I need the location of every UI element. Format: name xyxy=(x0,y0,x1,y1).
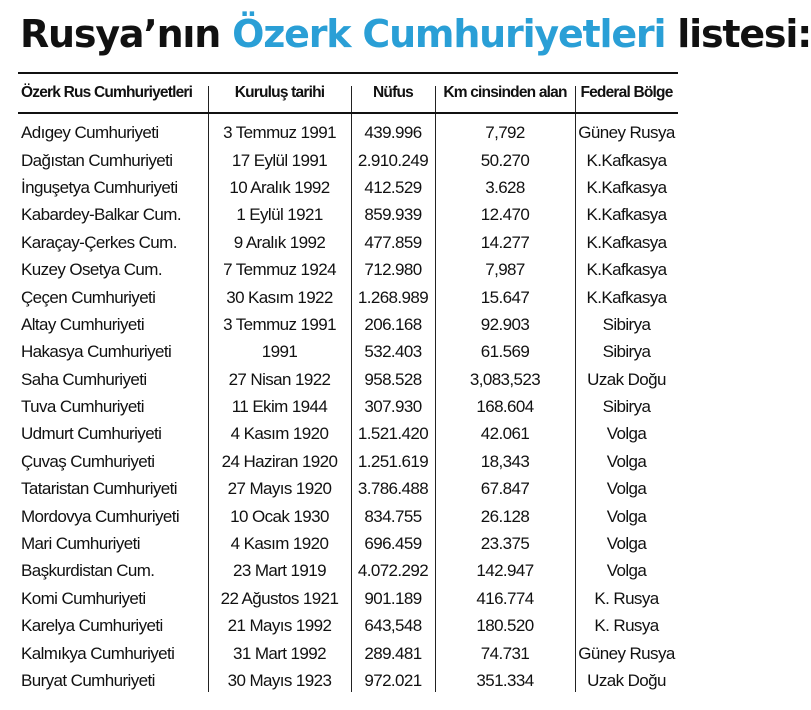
area-cell: 7,792 xyxy=(485,123,525,143)
republic-name-cell: İnguşetya Cumhuriyeti xyxy=(21,177,178,197)
founding-date-cell: 30 Mayıs 1923 xyxy=(227,671,332,690)
population-cell: 972.021 xyxy=(364,671,422,690)
table-row xyxy=(18,338,678,365)
area-cell: 416.774 xyxy=(476,588,534,608)
republic-name-cell: Buryat Cumhuriyeti xyxy=(21,671,155,690)
table-row xyxy=(18,530,678,557)
federal-district-cell: Uzak Doğu xyxy=(587,671,666,690)
area-cell: 12.470 xyxy=(480,205,530,225)
area-cell: 142.947 xyxy=(476,561,534,581)
table-row xyxy=(18,366,678,393)
federal-district-cell: Güney Rusya xyxy=(578,643,675,663)
federal-district-cell: Uzak Doğu xyxy=(587,369,666,389)
column-header: Özerk Rus Cumhuriyetleri xyxy=(21,84,193,101)
federal-district-cell: K.Kafkasya xyxy=(586,287,667,307)
column-header: Nüfus xyxy=(373,84,413,101)
founding-date-cell: 31 Mart 1992 xyxy=(233,643,326,663)
page-title xyxy=(20,6,811,62)
area-cell: 92.903 xyxy=(480,314,530,334)
republic-name-cell: Altay Cumhuriyeti xyxy=(21,314,145,334)
founding-date-cell: 27 Nisan 1922 xyxy=(228,369,331,389)
republic-name-cell: Dağıstan Cumhuriyeti xyxy=(21,150,173,170)
founding-date-cell: 11 Ekim 1944 xyxy=(231,397,328,417)
founding-date-cell: 27 Mayıs 1920 xyxy=(227,479,332,499)
area-cell: 26.128 xyxy=(480,506,530,526)
republic-name-cell: Udmurt Cumhuriyeti xyxy=(21,424,162,444)
republic-name-cell: Saha Cumhuriyeti xyxy=(21,369,147,389)
population-cell: 859.939 xyxy=(364,205,422,225)
republic-name-cell: Komi Cumhuriyeti xyxy=(21,588,146,608)
population-cell: 477.859 xyxy=(364,232,422,252)
population-cell: 901.189 xyxy=(364,588,422,608)
federal-district-cell: K.Kafkasya xyxy=(586,232,667,252)
column-header: Kuruluş tarihi xyxy=(234,84,325,101)
founding-date-cell: 21 Mayıs 1992 xyxy=(227,616,332,636)
republic-name-cell: Mordovya Cumhuriyeti xyxy=(21,506,180,526)
population-cell: 206.168 xyxy=(364,314,422,334)
title-part2: listesi: xyxy=(665,12,811,56)
column-header: Km cinsinden alan xyxy=(443,84,567,101)
title-part1: Rusya’nın xyxy=(20,12,233,56)
table-row xyxy=(18,667,678,694)
population-cell: 412.529 xyxy=(364,177,422,197)
founding-date-cell: 1 Eylül 1921 xyxy=(236,205,323,225)
republic-name-cell: Karaçay-Çerkes Cum. xyxy=(21,232,177,252)
population-cell: 307.930 xyxy=(364,397,422,417)
federal-district-cell: Sibirya xyxy=(602,342,651,362)
table-row xyxy=(18,420,678,447)
table-row xyxy=(18,557,678,584)
population-cell: 1.251.619 xyxy=(357,451,429,471)
area-cell: 18,343 xyxy=(480,451,530,471)
federal-district-cell: Volga xyxy=(606,534,647,554)
population-cell: 289.481 xyxy=(364,643,422,663)
area-cell: 15.647 xyxy=(480,287,530,307)
republics-table xyxy=(18,74,678,694)
founding-date-cell: 3 Temmuz 1991 xyxy=(223,123,336,143)
table-row xyxy=(18,612,678,639)
federal-district-cell: K. Rusya xyxy=(594,616,659,636)
table-row xyxy=(18,201,678,228)
title-accent: Özerk Cumhuriyetleri xyxy=(232,12,666,56)
founding-date-cell: 24 Haziran 1920 xyxy=(221,451,338,471)
federal-district-cell: K.Kafkasya xyxy=(586,260,667,280)
area-cell: 351.334 xyxy=(476,671,534,690)
founding-date-cell: 10 Ocak 1930 xyxy=(230,506,329,526)
table-row xyxy=(18,256,678,283)
republic-name-cell: Kalmıkya Cumhuriyeti xyxy=(21,643,175,663)
table-body xyxy=(18,119,678,694)
founding-date-cell: 1991 xyxy=(261,342,298,362)
area-cell: 7,987 xyxy=(485,260,525,280)
population-cell: 1.268.989 xyxy=(357,287,429,307)
republic-name-cell: Adıgey Cumhuriyeti xyxy=(21,123,159,143)
table-row xyxy=(18,475,678,502)
table-row xyxy=(18,393,678,420)
republic-name-cell: Çuvaş Cumhuriyeti xyxy=(21,451,155,471)
table-row xyxy=(18,311,678,338)
federal-district-cell: Sibirya xyxy=(602,397,651,417)
population-cell: 532.403 xyxy=(364,342,422,362)
population-cell: 3.786.488 xyxy=(357,479,429,499)
federal-district-cell: K.Kafkasya xyxy=(586,177,667,197)
area-cell: 14.277 xyxy=(480,232,530,252)
area-cell: 67.847 xyxy=(480,479,530,499)
federal-district-cell: Volga xyxy=(606,506,647,526)
population-cell: 1.521.420 xyxy=(357,424,429,444)
area-cell: 50.270 xyxy=(480,150,530,170)
republic-name-cell: Çeçen Cumhuriyeti xyxy=(21,287,156,307)
population-cell: 834.755 xyxy=(364,506,422,526)
founding-date-cell: 30 Kasım 1922 xyxy=(226,287,333,307)
federal-district-cell: Volga xyxy=(606,424,647,444)
population-cell: 4.072.292 xyxy=(357,561,429,581)
population-cell: 2.910.249 xyxy=(357,150,429,170)
founding-date-cell: 3 Temmuz 1991 xyxy=(223,314,336,334)
population-cell: 643,548 xyxy=(364,616,422,636)
republic-name-cell: Kuzey Osetya Cum. xyxy=(21,260,162,280)
federal-district-cell: K.Kafkasya xyxy=(586,205,667,225)
table-row xyxy=(18,283,678,310)
table-row xyxy=(18,146,678,173)
table-row xyxy=(18,448,678,475)
area-cell: 42.061 xyxy=(480,424,530,444)
area-cell: 168.604 xyxy=(476,397,534,417)
founding-date-cell: 10 Aralık 1992 xyxy=(229,177,330,197)
republic-name-cell: Başkurdistan Cum. xyxy=(21,561,155,581)
table-header-row xyxy=(18,74,678,114)
table-row xyxy=(18,119,678,146)
area-cell: 61.569 xyxy=(480,342,530,362)
population-cell: 958.528 xyxy=(364,369,422,389)
founding-date-cell: 23 Mart 1919 xyxy=(233,561,326,581)
founding-date-cell: 22 Ağustos 1921 xyxy=(220,588,339,608)
federal-district-cell: Güney Rusya xyxy=(578,123,675,143)
population-cell: 696.459 xyxy=(364,534,422,554)
republic-name-cell: Karelya Cumhuriyeti xyxy=(21,616,163,636)
founding-date-cell: 4 Kasım 1920 xyxy=(230,424,329,444)
table-row xyxy=(18,174,678,201)
area-cell: 23.375 xyxy=(480,534,530,554)
table-row xyxy=(18,229,678,256)
federal-district-cell: Volga xyxy=(606,451,647,471)
area-cell: 74.731 xyxy=(480,643,530,663)
republic-name-cell: Tataristan Cumhuriyeti xyxy=(21,479,177,499)
republic-name-cell: Mari Cumhuriyeti xyxy=(21,534,140,554)
founding-date-cell: 4 Kasım 1920 xyxy=(230,534,329,554)
population-cell: 439.996 xyxy=(364,123,422,143)
table-row xyxy=(18,639,678,666)
table-row xyxy=(18,502,678,529)
area-cell: 3.628 xyxy=(485,177,525,197)
founding-date-cell: 9 Aralık 1992 xyxy=(233,232,326,252)
founding-date-cell: 17 Eylül 1991 xyxy=(231,150,328,170)
federal-district-cell: Volga xyxy=(606,479,647,499)
area-cell: 3,083,523 xyxy=(469,369,541,389)
column-header: Federal Bölge xyxy=(580,84,673,101)
population-cell: 712.980 xyxy=(364,260,422,280)
federal-district-cell: Volga xyxy=(606,561,647,581)
federal-district-cell: K.Kafkasya xyxy=(586,150,667,170)
federal-district-cell: K. Rusya xyxy=(594,588,659,608)
area-cell: 180.520 xyxy=(476,616,534,636)
table-row xyxy=(18,585,678,612)
republic-name-cell: Tuva Cumhuriyeti xyxy=(21,397,144,417)
federal-district-cell: Sibirya xyxy=(602,314,651,334)
founding-date-cell: 7 Temmuz 1924 xyxy=(223,260,336,280)
republic-name-cell: Hakasya Cumhuriyeti xyxy=(21,342,172,362)
republic-name-cell: Kabardey-Balkar Cum. xyxy=(21,205,181,225)
